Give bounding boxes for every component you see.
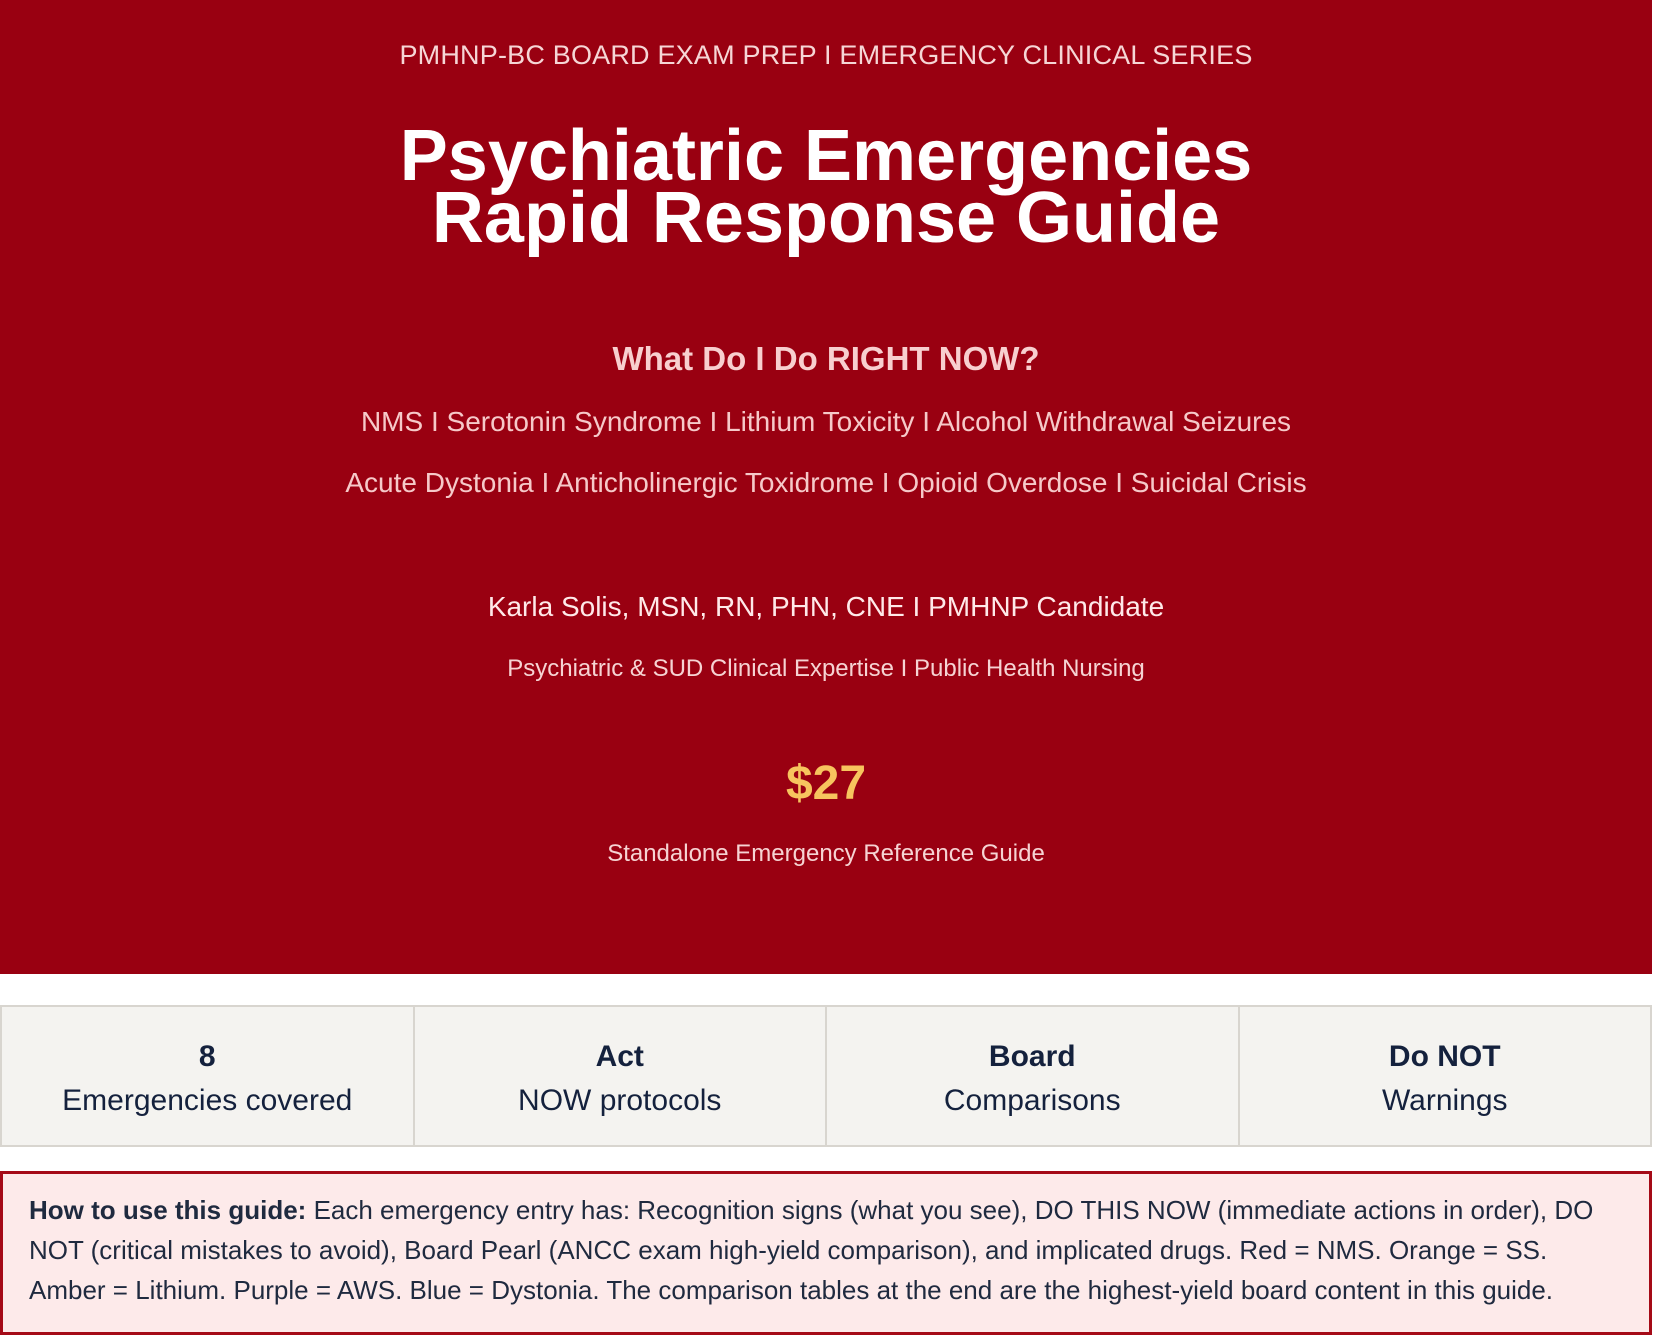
stat-label: Warnings: [1381, 1084, 1508, 1117]
stat-label: Comparisons: [943, 1084, 1121, 1117]
subtitle-question: What Do I Do RIGHT NOW?: [612, 340, 1040, 377]
stat-label: Emergencies covered: [62, 1084, 353, 1117]
stat-do-not: [1240, 1007, 1651, 1145]
stats-bar: [0, 1005, 1652, 1147]
page-title: [0, 116, 1652, 258]
stat-act-now: [415, 1007, 828, 1145]
author-name: Karla Solis, MSN, RN, PHN, CNE I PMHNP Candidate: [487, 591, 1165, 622]
callout-lead: How to use this guide:: [29, 1195, 307, 1225]
price-note: Standalone Emergency Reference Guide: [607, 840, 1045, 867]
stat-emergencies: [2, 1007, 415, 1145]
price: $27: [785, 757, 867, 810]
title-line-1: Psychiatric Emergencies: [399, 116, 1253, 196]
topics-line-2: Acute Dystonia I Anticholinergic Toxidrome I Opioid Overdose I Suicidal Crisis: [345, 467, 1307, 498]
series-label: PMHNP-BC BOARD EXAM PREP I EMERGENCY CLINICAL SERIES: [399, 40, 1253, 70]
topics-line-1: NMS I Serotonin Syndrome I Lithium Toxicity I Alcohol Withdrawal Seizures: [360, 406, 1292, 437]
stat-value: Do NOT: [1388, 1040, 1501, 1073]
stat-board: [827, 1007, 1240, 1145]
stat-value: Board: [988, 1040, 1076, 1073]
stat-value: 8: [198, 1040, 216, 1073]
how-to-use-callout: [0, 1171, 1652, 1335]
author-credentials: Psychiatric & SUD Clinical Expertise I Public Health Nursing: [507, 655, 1145, 682]
title-line-2: Rapid Response Guide: [431, 178, 1221, 258]
callout-body: Each emergency entry has: Recognition signs (what you see), DO THIS NOW (immediate actions in order), DO NOT (critical mistakes to avoid), Board Pearl (ANCC exam high-yield comparison), and implicated drugs. Red = NMS. Orange = SS. Amber = Lithium. Purple = AWS. Blue = Dystonia. The comparison tables at the end are the highest-yield board content in this guide.: [29, 1195, 1594, 1305]
stat-value: Act: [595, 1040, 644, 1073]
stat-label: NOW protocols: [518, 1084, 722, 1117]
